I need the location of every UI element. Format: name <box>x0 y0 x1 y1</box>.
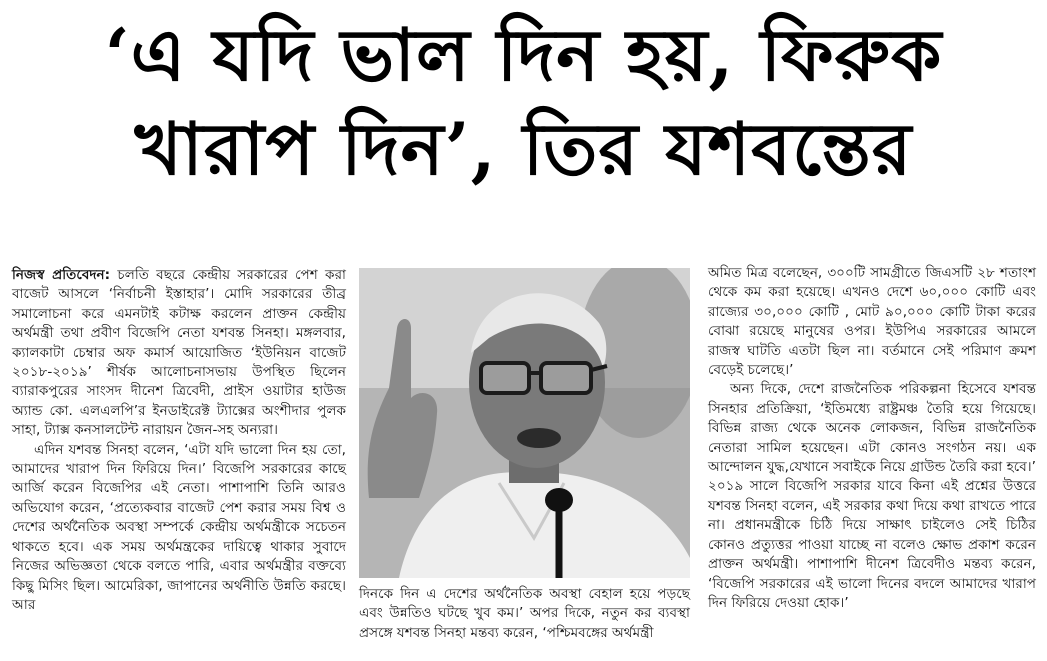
right-paragraph-2: অন্য দিকে, দেশে রাজনৈতিক পরিকল্পনা হিসেবে যশবন্ত সিনহার প্রতিক্রিয়া, ‘ইতিমধ্যে রাষ্ট্রমঞ্চ তৈরি হয়ে গিয়েছে। বিভিন্ন রাজ্য থেকে অনেক লোকজন, বিভিন্ন রাজনৈতিক নেতারা সামিল হয়েছেন। এটা কোনও সংগঠন নয়। এক আন্দোলন যুদ্ধ,যেখানে সবাইকে নিয়ে গ্রাউন্ড তৈরি করা হবে।’ ২০১৯ সালে বিজেপি সরকার যাবে কিনা এই প্রশ্নের উত্তরে যশবন্ত সিনহা বলেন, এই সরকার কথা দিয়ে কথা রাখতে পারে না। প্রধানমন্ত্রীকে চিঠি দিয়ে সাক্ষাৎ চাইলেও সেই চিঠির কোনও প্রত্যুত্তর পাওয়া যাচ্ছে না বলেও ক্ষোভ প্রকাশ করেন প্রাক্তন অর্থমন্ত্রী। পাশাপাশি দীনেশ ত্রিবেদীও মন্তব্য করেন, ‘বিজেপি সরকারের এই ভালো দিনের বদলে আমাদের খারাপ দিন ফিরিয়ে দেওয়া হোক।’ <box>708 381 1036 611</box>
article-paragraph-1 <box>12 266 346 441</box>
headline-line-1: ‘এ যদি ভাল দিন হয়, ফিরুক <box>104 12 943 97</box>
speaker-photo-illustration <box>359 268 690 578</box>
headline-line-2: খারাপ দিন’, তির যশবন্তের <box>134 106 913 191</box>
article-left-column <box>12 266 346 615</box>
article-paragraph-2: এদিন যশবন্ত সিনহা বলেন, ‘এটা যদি ভালো দিন হয় তো, আমাদের খারাপ দিন ফিরিয়ে দিন।’ বিজেপি সরকারের কাছে আর্জি করেন বিজেপির এই নেতা। পাশাপাশি তিনি আরও অভিযোগ করেন, ‘প্রত্যেকবার বাজেট পেশ করার সময় বিশ্ব ও দেশের অর্থনৈতিক অবস্থা সম্পর্কে কেন্দ্রীয় অর্থমন্ত্রীকে সচেতন থাকতে হবে। এক সময় অর্থমন্ত্রকের দায়িত্বে থাকার সুবাদে নিজের অভিজ্ঞতা থেকে বলতে পারি, এবার অর্থমন্ত্রীর বক্তব্যে কিছু মিসিং ছিল। আমেরিকা, জাপানের অর্থনীতি উন্নতি করছে। আর <box>12 441 346 613</box>
byline: নিজস্ব প্রতিবেদন: <box>12 267 111 283</box>
speaker-photo <box>359 268 690 578</box>
right-paragraph-1: অমিত মিত্র বলেছেন, ৩০০টি সামগ্রীতে জিএসটি ২৮ শতাংশ থেকে কম করা হয়েছে। এখনও দেশে ৬০,০০০ কোটি এবং রাজ্যের ৩০,০০০ কোটি , মোট ৯০,০০০ কোটি টাকা করের বোঝা রয়েছে মানুষের ওপর। ইউপিএ সরকারের আমলে রাজস্ব ঘাটতি এতটা ছিল না। বর্তমানে সেই পরিমাণ ক্রমশ বেড়েই চলেছে।’ <box>708 265 1036 379</box>
article-right-column <box>708 264 1036 613</box>
paragraph-1-text: চলতি বছরে কেন্দ্রীয় সরকারের পেশ করা বাজেট আসলে ‘নির্বাচনী ইস্তাহার’। মোদি সরকারের তীব্র সমালোচনা করে এমনটাই কটাক্ষ করলেন প্রাক্তন কেন্দ্রীয় অর্থমন্ত্রী তথা প্রবীণ বিজেপি নেতা যশবন্ত সিনহা। মঙ্গলবার, ক্যালকাটা চেম্বার অফ কমার্স আয়োজিত ‘ইউনিয়ন বাজেট ২০১৮-২০১৯’ শীর্ষক আলোচনাসভায় উপস্থিত ছিলেন ব্যারাকপুরের সাংসদ দীনেশ ত্রিবেদী, প্রাইস ওয়াটার হাউজ অ্যান্ড কো. এলএলপি’র ইনডাইরেক্ট ট্যাক্সের অংশীদার পুলক সাহা, ট্যাক্স কনসালটেন্ট নারায়ন জৈন-সহ অন্যরা। <box>12 267 346 439</box>
headline <box>0 8 1047 196</box>
middle-paragraph: দিনকে দিন এ দেশের অর্থনৈতিক অবস্থা বেহাল হয়ে পড়ছে এবং উন্নতিও ঘটছে খুব কম।’ অপর দিকে, নতুন কর ব্যবস্থা প্রসঙ্গে যশবন্ত সিনহা মন্তব্য করেন, ‘পশ্চিমবঙ্গের অর্থমন্ত্রী <box>359 586 690 641</box>
article-middle-column <box>359 585 690 643</box>
